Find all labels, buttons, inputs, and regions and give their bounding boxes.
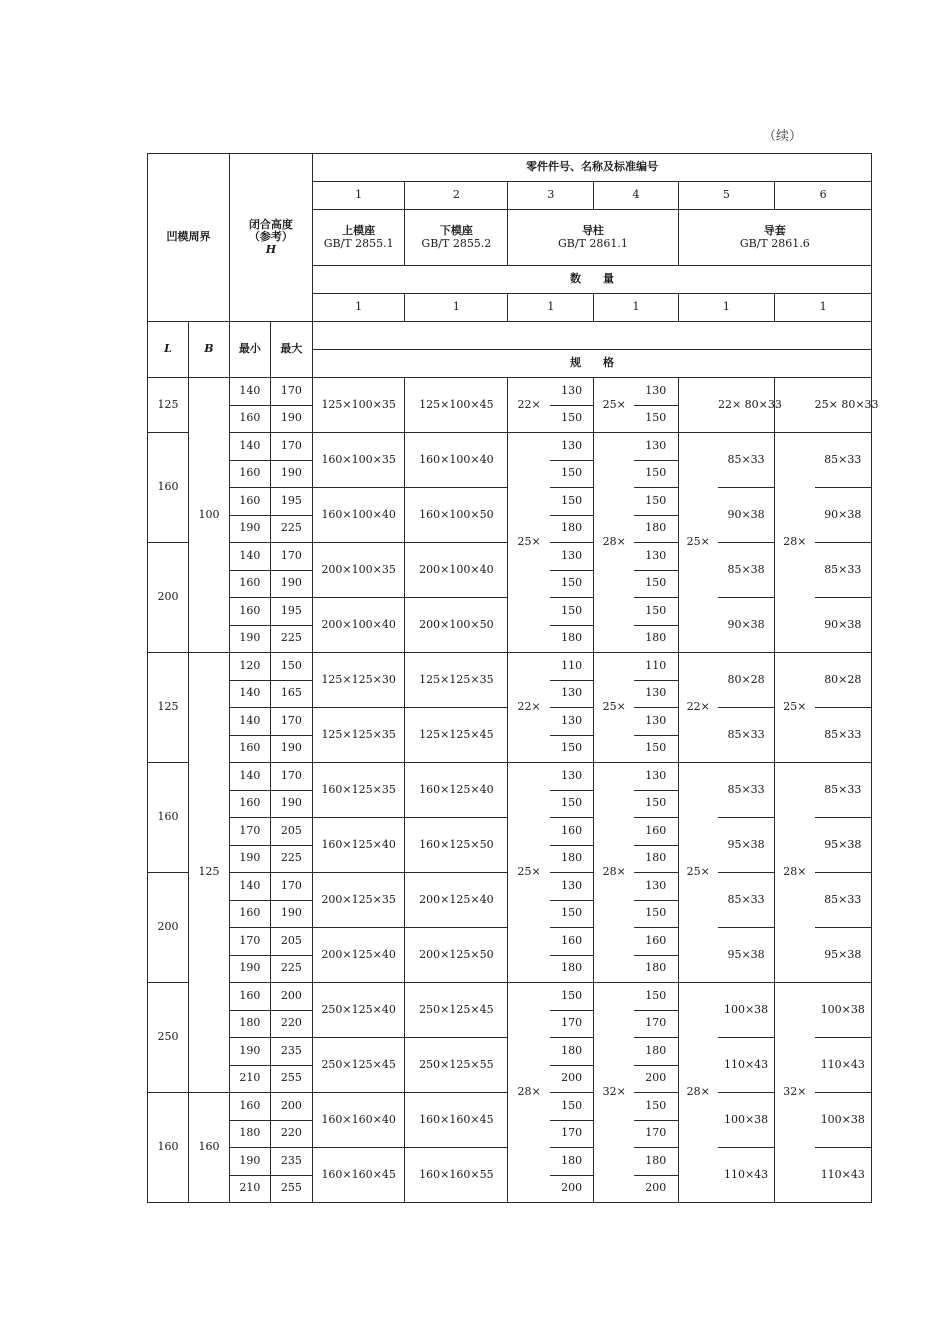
guide-pillar-3-length: 110 [550,653,594,681]
height-max: 225 [270,955,312,983]
lower-die-base-spec: 160×100×40 [405,433,508,488]
guide-pillar-std: GB/T 2861.1 [557,236,628,250]
lower-die-base-spec: 250×125×55 [405,1038,508,1093]
B-value: 160 [188,1093,229,1203]
lower-die-base-spec: 160×160×55 [405,1148,508,1203]
guide-pillar-3-length: 150 [550,405,594,433]
height-max: 170 [270,708,312,736]
guide-bush-5-spec: 110×43 [718,1148,775,1203]
guide-bush-6-spec: 25× 80×33 [815,378,872,433]
height-max: 190 [270,735,312,763]
spec-header: 规 格 [312,350,871,378]
upper-die-base-spec: 200×100×35 [312,543,404,598]
height-min: 140 [229,763,270,791]
guide-pillar-3-length: 160 [550,928,594,956]
guide-pillar-4-length: 110 [634,653,678,681]
guide-pillar-3-length: 180 [550,515,594,543]
height-min: 160 [229,1093,270,1121]
guide-bush-6-spec: 85×33 [815,873,872,928]
height-max: 190 [270,900,312,928]
height-min: 210 [229,1065,270,1093]
part-number-4: 4 [594,182,678,210]
quantity-header: 数 量 [312,266,871,294]
height-min: 170 [229,928,270,956]
quantity-6: 1 [775,294,872,322]
guide-pillar-4-diameter: 28× [594,763,634,983]
height-min: 140 [229,543,270,571]
guide-bush-6-spec: 85×33 [815,433,872,488]
upper-die-base-name: 上模座 [342,223,376,237]
height-max: 205 [270,928,312,956]
part-number-1: 1 [312,182,404,210]
guide-bush-6-diameter: 28× [775,763,815,983]
guide-bush-6-diameter: 28× [775,433,815,653]
upper-die-base-spec: 200×125×35 [312,873,404,928]
guide-bush-5-spec: 85×33 [718,873,775,928]
guide-pillar-3-length: 170 [550,1010,594,1038]
quantity-spacer [312,322,871,350]
closed-height-line1: 闭合高度 [248,217,293,231]
lower-die-base-spec: 160×100×50 [405,488,508,543]
guide-bush-5-spec: 90×38 [718,488,775,543]
height-max: 205 [270,818,312,846]
guide-bush-5-diameter: 25× [678,433,718,653]
parts-title: 零件件号、名称及标准编号 [312,154,871,182]
lower-die-base-spec: 160×160×45 [405,1093,508,1148]
upper-die-base-spec: 160×100×40 [312,488,404,543]
guide-pillar-3-length: 150 [550,900,594,928]
guide-bush-5-spec: 90×38 [718,598,775,653]
upper-die-base-spec: 160×160×40 [312,1093,404,1148]
guide-pillar-4-length: 170 [634,1120,678,1148]
upper-die-base-spec: 160×125×40 [312,818,404,873]
guide-bush-5-diameter: 25× [678,763,718,983]
guide-pillar-3-length: 150 [550,598,594,626]
guide-pillar-3-length: 180 [550,1038,594,1066]
guide-pillar-3-length: 150 [550,1093,594,1121]
lower-die-base-spec: 160×125×50 [405,818,508,873]
guide-pillar-3-length: 180 [550,845,594,873]
height-max: 200 [270,983,312,1011]
guide-bush-6-spec: 110×43 [815,1148,872,1203]
guide-pillar-3-diameter: 28× [508,983,550,1203]
guide-pillar-3-length: 150 [550,790,594,818]
height-max: 190 [270,790,312,818]
L-value: 125 [148,653,189,763]
guide-bush-header [678,210,871,266]
guide-pillar-4-length: 150 [634,790,678,818]
B-value: 100 [188,378,229,653]
height-max: 190 [270,570,312,598]
guide-pillar-3-length: 130 [550,873,594,901]
upper-die-base-spec: 125×125×30 [312,653,404,708]
guide-pillar-4-length: 130 [634,708,678,736]
guide-pillar-4-length: 150 [634,983,678,1011]
guide-pillar-4-length: 160 [634,928,678,956]
height-min: 160 [229,570,270,598]
guide-pillar-4-diameter: 25× [594,653,634,763]
guide-bush-5-spec: 95×38 [718,818,775,873]
height-max: 165 [270,680,312,708]
upper-die-base-spec: 125×100×35 [312,378,404,433]
height-min: 140 [229,433,270,461]
height-min: 210 [229,1175,270,1203]
lower-die-base-spec: 160×125×40 [405,763,508,818]
L-value: 200 [148,543,189,653]
guide-bush-5-spec: 85×33 [718,708,775,763]
lower-die-base-spec: 200×125×50 [405,928,508,983]
lower-die-base-std: GB/T 2855.2 [421,236,492,250]
lower-die-base-header [405,210,508,266]
guide-pillar-4-length: 130 [634,873,678,901]
guide-bush-5-diameter [678,378,718,433]
height-min: 140 [229,378,270,406]
table-row [148,433,872,461]
upper-die-base-spec: 250×125×40 [312,983,404,1038]
guide-bush-6-spec: 90×38 [815,488,872,543]
guide-bush-std: GB/T 2861.6 [739,236,810,250]
lower-die-base-spec: 200×100×50 [405,598,508,653]
lower-die-base-spec: 250×125×45 [405,983,508,1038]
guide-pillar-3-diameter: 22× [508,653,550,763]
guide-pillar-4-diameter: 32× [594,983,634,1203]
L-value: 160 [148,433,189,543]
height-min: 190 [229,845,270,873]
guide-pillar-4-length: 180 [634,625,678,653]
height-min: 170 [229,818,270,846]
height-max: 225 [270,845,312,873]
height-min: 160 [229,735,270,763]
height-max: 255 [270,1175,312,1203]
height-max: 150 [270,653,312,681]
guide-bush-6-spec: 95×38 [815,818,872,873]
guide-pillar-3-length: 150 [550,488,594,516]
guide-pillar-3-length: 150 [550,570,594,598]
table-row [148,378,872,406]
table-row [148,653,872,681]
guide-bush-5-spec: 100×38 [718,983,775,1038]
guide-bush-6-spec: 85×33 [815,708,872,763]
table-row [148,983,872,1011]
height-max: 220 [270,1010,312,1038]
height-min: 160 [229,790,270,818]
upper-die-base-spec: 160×100×35 [312,433,404,488]
guide-pillar-3-length: 200 [550,1065,594,1093]
lower-die-base-name: 下模座 [439,223,473,237]
guide-pillar-4-length: 130 [634,680,678,708]
height-max: 170 [270,763,312,791]
height-max: 255 [270,1065,312,1093]
upper-die-base-std: GB/T 2855.1 [323,236,394,250]
guide-pillar-4-length: 180 [634,515,678,543]
height-max: 220 [270,1120,312,1148]
guide-pillar-3-length: 130 [550,433,594,461]
guide-pillar-3-length: 170 [550,1120,594,1148]
L-value: 200 [148,873,189,983]
height-max: 235 [270,1148,312,1176]
guide-bush-6-spec: 85×33 [815,763,872,818]
guide-bush-6-diameter: 25× [775,653,815,763]
guide-pillar-3-length: 150 [550,983,594,1011]
upper-die-base-spec: 250×125×45 [312,1038,404,1093]
guide-pillar-3-length: 180 [550,955,594,983]
height-max: 190 [270,460,312,488]
closed-height-symbol: H [265,242,277,256]
guide-bush-5-spec: 110×43 [718,1038,775,1093]
height-min: 190 [229,625,270,653]
guide-bush-6-spec: 80×28 [815,653,872,708]
part-number-3: 3 [508,182,594,210]
height-min: 180 [229,1010,270,1038]
guide-pillar-4-length: 150 [634,570,678,598]
upper-die-base-spec: 125×125×35 [312,708,404,763]
height-max: 170 [270,433,312,461]
height-min: 190 [229,515,270,543]
guide-pillar-4-length: 160 [634,818,678,846]
lower-die-base-spec: 200×100×40 [405,543,508,598]
lower-die-base-spec: 125×125×45 [405,708,508,763]
guide-pillar-3-length: 160 [550,818,594,846]
height-max: 225 [270,515,312,543]
guide-pillar-4-length: 150 [634,598,678,626]
part-number-6: 6 [775,182,872,210]
guide-pillar-3-length: 130 [550,543,594,571]
L-value: 250 [148,983,189,1093]
guide-bush-5-spec: 100×38 [718,1093,775,1148]
height-max: 170 [270,543,312,571]
quantity-5: 1 [678,294,775,322]
guide-bush-6-spec: 110×43 [815,1038,872,1093]
guide-pillar-4-length: 200 [634,1065,678,1093]
guide-pillar-4-length: 180 [634,1038,678,1066]
guide-bush-5-spec: 85×33 [718,433,775,488]
guide-bush-6-spec: 85×33 [815,543,872,598]
col-max: 最大 [270,322,312,378]
height-min: 140 [229,680,270,708]
guide-pillar-4-length: 180 [634,845,678,873]
guide-pillar-4-length: 130 [634,763,678,791]
height-max: 200 [270,1093,312,1121]
guide-pillar-3-diameter: 22× [508,378,550,433]
height-min: 160 [229,598,270,626]
height-max: 170 [270,873,312,901]
quantity-2: 1 [405,294,508,322]
guide-bush-5-diameter: 28× [678,983,718,1203]
guide-pillar-3-length: 130 [550,378,594,406]
height-min: 120 [229,653,270,681]
height-min: 140 [229,708,270,736]
guide-bush-5-spec: 22× 80×33 [718,378,775,433]
continued-label: （续） [762,129,802,144]
col-B: B [188,322,229,378]
height-max: 225 [270,625,312,653]
die-set-spec-table [147,153,879,1203]
guide-pillar-3-length: 200 [550,1175,594,1203]
guide-bush-6-spec: 90×38 [815,598,872,653]
height-min: 190 [229,1148,270,1176]
guide-pillar-3-diameter: 25× [508,763,550,983]
height-min: 160 [229,488,270,516]
guide-pillar-4-length: 130 [634,378,678,406]
col-min: 最小 [229,322,270,378]
height-min: 180 [229,1120,270,1148]
height-max: 195 [270,488,312,516]
upper-die-base-spec: 200×100×40 [312,598,404,653]
part-number-5: 5 [678,182,775,210]
upper-die-base-spec: 200×125×40 [312,928,404,983]
guide-bush-6-spec: 95×38 [815,928,872,983]
guide-pillar-3-length: 180 [550,625,594,653]
guide-pillar-3-length: 150 [550,735,594,763]
guide-bush-6-spec: 100×38 [815,1093,872,1148]
guide-bush-5-spec: 85×38 [718,543,775,598]
upper-die-base-spec: 160×125×35 [312,763,404,818]
height-min: 190 [229,955,270,983]
height-max: 190 [270,405,312,433]
closed-height-header [229,154,312,322]
height-min: 160 [229,900,270,928]
height-max: 195 [270,598,312,626]
guide-pillar-4-length: 200 [634,1175,678,1203]
L-value: 160 [148,763,189,873]
guide-bush-5-diameter: 22× [678,653,718,763]
height-max: 170 [270,378,312,406]
col-L: L [148,322,189,378]
upper-die-base-spec: 160×160×45 [312,1148,404,1203]
height-min: 160 [229,983,270,1011]
quantity-1: 1 [312,294,404,322]
lower-die-base-spec: 200×125×40 [405,873,508,928]
part-number-2: 2 [405,182,508,210]
guide-pillar-4-length: 180 [634,955,678,983]
guide-bush-5-spec: 85×33 [718,763,775,818]
guide-pillar-4-length: 150 [634,1093,678,1121]
guide-bush-5-spec: 95×38 [718,928,775,983]
guide-pillar-3-length: 130 [550,680,594,708]
guide-pillar-name: 导柱 [581,223,604,237]
quantity-3: 1 [508,294,594,322]
guide-pillar-header [508,210,678,266]
guide-pillar-4-length: 150 [634,405,678,433]
guide-pillar-4-length: 180 [634,1148,678,1176]
lower-die-base-spec: 125×125×35 [405,653,508,708]
guide-pillar-4-diameter: 28× [594,433,634,653]
guide-pillar-3-diameter: 25× [508,433,550,653]
quantity-4: 1 [594,294,678,322]
lower-die-base-spec: 125×100×45 [405,378,508,433]
guide-pillar-4-length: 150 [634,900,678,928]
guide-bush-5-spec: 80×28 [718,653,775,708]
height-min: 190 [229,1038,270,1066]
guide-pillar-3-length: 150 [550,460,594,488]
guide-pillar-4-length: 130 [634,433,678,461]
upper-die-base-header [312,210,404,266]
guide-bush-name: 导套 [763,223,786,237]
height-min: 140 [229,873,270,901]
table-row [148,763,872,791]
guide-pillar-3-length: 180 [550,1148,594,1176]
height-min: 160 [229,460,270,488]
guide-pillar-3-length: 130 [550,763,594,791]
guide-pillar-4-length: 150 [634,460,678,488]
guide-bush-6-diameter: 32× [775,983,815,1203]
guide-pillar-4-length: 150 [634,735,678,763]
height-max: 235 [270,1038,312,1066]
guide-pillar-4-diameter: 25× [594,378,634,433]
L-value: 125 [148,378,189,433]
height-min: 160 [229,405,270,433]
die-boundary-header: 凹模周界 [148,154,230,322]
guide-bush-6-spec: 100×38 [815,983,872,1038]
guide-pillar-4-length: 130 [634,543,678,571]
guide-pillar-3-length: 130 [550,708,594,736]
closed-height-line2: （参考） [248,230,293,244]
B-value: 125 [188,653,229,1093]
guide-pillar-4-length: 150 [634,488,678,516]
L-value: 160 [148,1093,189,1203]
guide-pillar-4-length: 170 [634,1010,678,1038]
